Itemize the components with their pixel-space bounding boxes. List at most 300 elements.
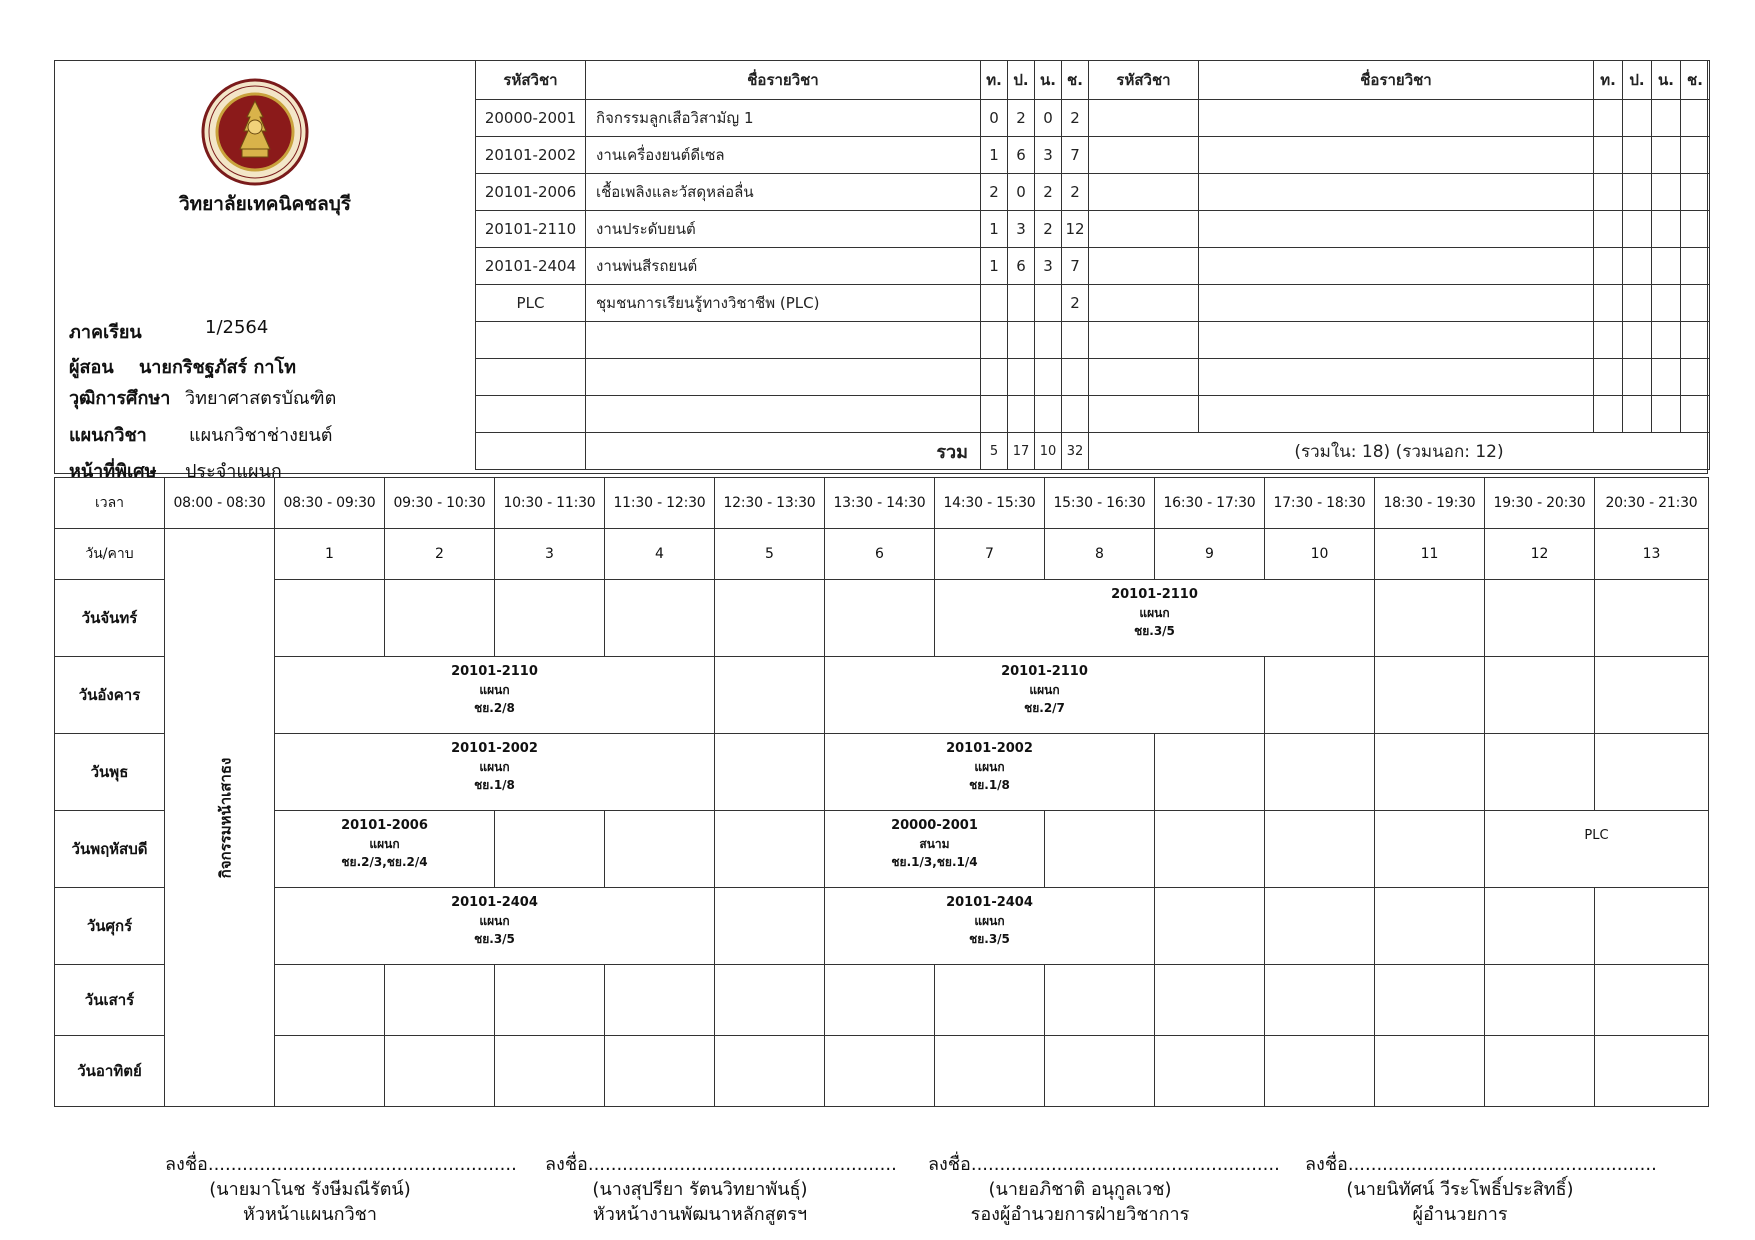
empty-cell: [935, 965, 1045, 1036]
empty-cell: [275, 580, 385, 657]
day-name: วันพฤหัสบดี: [55, 811, 165, 888]
empty-cell: [1623, 396, 1652, 433]
time-slot: 08:30 - 09:30: [275, 478, 385, 529]
class-room: แผนก: [1139, 606, 1170, 620]
empty-cell: [1089, 211, 1199, 248]
table-row: [476, 359, 1710, 396]
header-practice: ป.: [1008, 61, 1035, 100]
time-slot: 08:00 - 08:30: [165, 478, 275, 529]
empty-cell: [1485, 965, 1595, 1036]
empty-cell: [935, 1036, 1045, 1107]
empty-cell: [1008, 396, 1035, 433]
empty-cell: [1594, 100, 1623, 137]
period-number: 3: [495, 529, 605, 580]
period-number: 8: [1045, 529, 1155, 580]
hours-summary: (รวมใน: 18) (รวมนอก: 12): [1089, 433, 1710, 470]
empty-cell: [1652, 322, 1681, 359]
class-block[interactable]: [275, 734, 715, 811]
subject-credit: 2: [1035, 211, 1062, 248]
empty-cell: [1375, 657, 1485, 734]
department-label: แผนกวิชา: [69, 425, 147, 446]
empty-cell: [1045, 811, 1155, 888]
empty-cell: [1623, 211, 1652, 248]
class-code: PLC: [1584, 828, 1609, 843]
class-code: 20101-2002: [451, 741, 538, 756]
totals-row: [476, 433, 1710, 470]
day-row-thursday: [55, 811, 1709, 888]
empty-cell: [1623, 174, 1652, 211]
table-row: [476, 396, 1710, 433]
empty-cell: [1199, 285, 1594, 322]
empty-cell: [715, 734, 825, 811]
day-row-wednesday: [55, 734, 1709, 811]
class-block[interactable]: [825, 888, 1155, 965]
empty-cell: [1199, 248, 1594, 285]
empty-cell: [1155, 734, 1265, 811]
empty-cell: [1375, 1036, 1485, 1107]
class-room: แผนก: [479, 914, 510, 928]
table-row: [476, 100, 1710, 137]
subject-credit: 0: [1035, 100, 1062, 137]
subject-name: กิจกรรมลูกเสือวิสามัญ 1: [586, 100, 981, 137]
table-row: [476, 248, 1710, 285]
signer-name: (นายนิทัศน์ วีระโพธิ์ประสิทธิ์): [1346, 1179, 1574, 1200]
empty-cell: [1623, 100, 1652, 137]
class-block-text: [825, 740, 1154, 794]
class-group: ชย.3/5: [1134, 624, 1175, 638]
empty-cell: [1089, 248, 1199, 285]
period-number: 7: [935, 529, 1045, 580]
department-value: แผนกวิชาช่างยนต์: [189, 425, 333, 446]
table-row: [476, 322, 1710, 359]
empty-cell: [981, 359, 1008, 396]
empty-cell: [1681, 248, 1710, 285]
empty-cell: [1155, 1036, 1265, 1107]
empty-cell: [1062, 396, 1089, 433]
empty-cell: [1062, 359, 1089, 396]
empty-cell: [1199, 211, 1594, 248]
duty-label: หน้าที่พิเศษ: [69, 461, 157, 482]
empty-cell: [1595, 888, 1709, 965]
signature-block: [890, 1152, 1280, 1227]
subject-theory: 0: [981, 100, 1008, 137]
class-group: ชย.1/3,ชย.1/4: [891, 855, 978, 869]
class-code: 20101-2404: [946, 895, 1033, 910]
header-block: [54, 60, 1708, 482]
empty-cell: [1485, 1036, 1595, 1107]
day-name: วันพุธ: [55, 734, 165, 811]
class-block-text: [275, 894, 714, 948]
empty-cell: [1265, 734, 1375, 811]
day-row-sunday: [55, 1036, 1709, 1107]
empty-cell: [1594, 396, 1623, 433]
subject-hours: 2: [1062, 285, 1089, 322]
empty-cell: [1008, 359, 1035, 396]
empty-cell: [586, 322, 981, 359]
empty-cell: [1265, 811, 1375, 888]
class-block-text: [935, 586, 1374, 640]
class-code: 20101-2110: [1111, 587, 1198, 602]
empty-cell: [981, 396, 1008, 433]
empty-cell: [1623, 248, 1652, 285]
empty-cell: [605, 965, 715, 1036]
empty-cell: [605, 580, 715, 657]
period-number: 1: [275, 529, 385, 580]
subject-credit: 3: [1035, 137, 1062, 174]
empty-cell: [1681, 396, 1710, 433]
subject-hours: 7: [1062, 137, 1089, 174]
time-slot: 17:30 - 18:30: [1265, 478, 1375, 529]
time-slot: 11:30 - 12:30: [605, 478, 715, 529]
signature-line: ลงชื่อ......................................................: [165, 1154, 517, 1175]
empty-cell: [1035, 396, 1062, 433]
subject-practice: 6: [1008, 137, 1035, 174]
subject-hours: 2: [1062, 100, 1089, 137]
class-block[interactable]: [1485, 811, 1709, 888]
empty-cell: [1375, 965, 1485, 1036]
empty-cell: [1681, 174, 1710, 211]
empty-cell: [1008, 322, 1035, 359]
teacher-name: นายกริชฐภัสร์ กาโท: [139, 357, 296, 378]
empty-cell: [1199, 322, 1594, 359]
subject-code: 20101-2002: [476, 137, 586, 174]
empty-cell: [1652, 359, 1681, 396]
class-room: แผนก: [974, 914, 1005, 928]
empty-cell: [715, 1036, 825, 1107]
subject-practice: 0: [1008, 174, 1035, 211]
empty-cell: [1623, 322, 1652, 359]
class-group: ชย.1/8: [969, 778, 1010, 792]
empty-cell: [1595, 965, 1709, 1036]
total-theory: 5: [981, 433, 1008, 470]
header-theory-2: ท.: [1594, 61, 1623, 100]
signature-block: [510, 1152, 897, 1227]
class-block-text: [825, 894, 1154, 948]
empty-cell: [605, 811, 715, 888]
period-number: 10: [1265, 529, 1375, 580]
class-room: แผนก: [1029, 683, 1060, 697]
empty-cell: [495, 811, 605, 888]
class-block[interactable]: [275, 888, 715, 965]
subject-code: 20101-2404: [476, 248, 586, 285]
period-number: 13: [1595, 529, 1709, 580]
empty-cell: [1594, 137, 1623, 174]
empty-cell: [605, 1036, 715, 1107]
empty-cell: [1199, 359, 1594, 396]
empty-cell: [1594, 211, 1623, 248]
subject-practice: 2: [1008, 100, 1035, 137]
class-block[interactable]: [935, 580, 1375, 657]
empty-cell: [1155, 965, 1265, 1036]
homeroom-activity-label: กิจกรรมหน้าเสาธง: [216, 757, 235, 878]
empty-cell: [1375, 580, 1485, 657]
empty-cell: [1045, 1036, 1155, 1107]
period-number: 12: [1485, 529, 1595, 580]
period-row: [55, 529, 1709, 580]
empty-cell: [1681, 359, 1710, 396]
day-row-friday: [55, 888, 1709, 965]
period-number: 11: [1375, 529, 1485, 580]
class-block[interactable]: [275, 657, 715, 734]
header-theory: ท.: [981, 61, 1008, 100]
period-label: วัน/คาบ: [55, 529, 165, 580]
empty-cell: [1265, 657, 1375, 734]
class-block[interactable]: [825, 657, 1265, 734]
subject-theory: 1: [981, 137, 1008, 174]
subject-practice: 3: [1008, 211, 1035, 248]
period-number: 6: [825, 529, 935, 580]
teacher-info-panel: [55, 61, 475, 482]
empty-cell: [1155, 888, 1265, 965]
empty-cell: [1594, 248, 1623, 285]
subject-credit: 3: [1035, 248, 1062, 285]
empty-cell: [1089, 100, 1199, 137]
day-name: วันเสาร์: [55, 965, 165, 1036]
empty-cell: [1155, 811, 1265, 888]
time-slot: 13:30 - 14:30: [825, 478, 935, 529]
empty-cell: [1623, 285, 1652, 322]
class-code: 20101-2404: [451, 895, 538, 910]
class-room: แผนก: [479, 683, 510, 697]
empty-cell: [825, 965, 935, 1036]
subjects-table: [475, 60, 1710, 470]
total-label: รวม: [586, 433, 981, 470]
class-group: ชย.2/8: [474, 701, 515, 715]
signature-line: ลงชื่อ......................................................: [1305, 1154, 1657, 1175]
empty-cell: [1595, 657, 1709, 734]
signer-name: (นางสุปรียา รัตนวิทยาพันธุ์): [592, 1179, 808, 1200]
subject-theory: 1: [981, 248, 1008, 285]
department-row: [69, 420, 333, 449]
class-code: 20101-2110: [1001, 664, 1088, 679]
class-code: 20101-2110: [451, 664, 538, 679]
subject-practice: [1008, 285, 1035, 322]
class-code: 20101-2002: [946, 741, 1033, 756]
empty-cell: [1652, 285, 1681, 322]
header-code-2: รหัสวิชา: [1089, 61, 1199, 100]
empty-cell: [1595, 734, 1709, 811]
time-slot: 15:30 - 16:30: [1045, 478, 1155, 529]
empty-cell: [476, 322, 586, 359]
class-block[interactable]: [825, 734, 1155, 811]
header-hours-2: ช.: [1681, 61, 1710, 100]
subject-name: เชื้อเพลิงและวัสดุหล่อลื่น: [586, 174, 981, 211]
class-block-text: [825, 663, 1264, 717]
class-group: ชย.2/3,ชย.2/4: [341, 855, 428, 869]
class-block-text: [275, 740, 714, 794]
period-number: 4: [605, 529, 715, 580]
semester-label: ภาคเรียน: [69, 322, 142, 343]
period-number: 9: [1155, 529, 1265, 580]
header-credit-2: น.: [1652, 61, 1681, 100]
empty-cell: [825, 580, 935, 657]
empty-cell: [715, 811, 825, 888]
subject-name: งานพ่นสีรถยนต์: [586, 248, 981, 285]
empty-cell: [1681, 285, 1710, 322]
header-credit: น.: [1035, 61, 1062, 100]
qualification-value: วิทยาศาสตรบัณฑิต: [185, 388, 337, 409]
header-hours: ช.: [1062, 61, 1089, 100]
empty-cell: [1089, 174, 1199, 211]
empty-cell: [1375, 734, 1485, 811]
empty-cell: [1089, 396, 1199, 433]
subject-credit: [1035, 285, 1062, 322]
empty-cell: [1199, 396, 1594, 433]
subject-hours: 7: [1062, 248, 1089, 285]
class-block[interactable]: [275, 811, 495, 888]
empty-cell: [715, 965, 825, 1036]
subject-hours: 2: [1062, 174, 1089, 211]
empty-cell: [1681, 100, 1710, 137]
class-room: สนาม: [919, 837, 950, 851]
table-row: [476, 285, 1710, 322]
empty-cell: [1652, 396, 1681, 433]
empty-cell: [476, 433, 586, 470]
empty-cell: [1485, 580, 1595, 657]
subject-code: PLC: [476, 285, 586, 322]
day-name: วันศุกร์: [55, 888, 165, 965]
class-group: ชย.3/5: [969, 932, 1010, 946]
empty-cell: [385, 1036, 495, 1107]
time-slot: 12:30 - 13:30: [715, 478, 825, 529]
empty-cell: [1485, 888, 1595, 965]
class-room: แผนก: [369, 837, 400, 851]
empty-cell: [385, 965, 495, 1036]
empty-cell: [275, 965, 385, 1036]
homeroom-activity-cell: [165, 529, 275, 1107]
empty-cell: [1594, 359, 1623, 396]
duty-value: ประจำแผนก: [185, 461, 282, 482]
empty-cell: [825, 1036, 935, 1107]
empty-cell: [1375, 811, 1485, 888]
empty-cell: [1089, 322, 1199, 359]
empty-cell: [476, 396, 586, 433]
empty-cell: [1595, 1036, 1709, 1107]
signer-position: ผู้อำนวยการ: [1412, 1204, 1508, 1225]
subject-credit: 2: [1035, 174, 1062, 211]
total-practice: 17: [1008, 433, 1035, 470]
empty-cell: [1652, 174, 1681, 211]
total-credit: 10: [1035, 433, 1062, 470]
teacher-label: ผู้สอน: [69, 357, 114, 378]
empty-cell: [1035, 322, 1062, 359]
empty-cell: [1089, 137, 1199, 174]
college-emblem-logo: [200, 77, 310, 187]
class-code: 20000-2001: [891, 818, 978, 833]
qualification-label: วุฒิการศึกษา: [69, 388, 171, 409]
college-name: วิทยาลัยเทคนิคชลบุรี: [178, 193, 351, 215]
empty-cell: [1594, 174, 1623, 211]
subject-theory: 2: [981, 174, 1008, 211]
class-code: 20101-2006: [341, 818, 428, 833]
time-slot: 20:30 - 21:30: [1595, 478, 1709, 529]
empty-cell: [1485, 734, 1595, 811]
semester-value: 1/2564: [205, 317, 269, 338]
subject-theory: [981, 285, 1008, 322]
signer-position: หัวหน้าแผนกวิชา: [242, 1204, 378, 1225]
time-slot: 14:30 - 15:30: [935, 478, 1045, 529]
empty-cell: [715, 657, 825, 734]
subject-theory: 1: [981, 211, 1008, 248]
table-row: [476, 174, 1710, 211]
empty-cell: [1265, 888, 1375, 965]
empty-cell: [1199, 174, 1594, 211]
empty-cell: [1375, 888, 1485, 965]
empty-cell: [1035, 359, 1062, 396]
subject-practice: 6: [1008, 248, 1035, 285]
class-block-text: [825, 817, 1044, 871]
subject-code: 20101-2006: [476, 174, 586, 211]
time-slot: 19:30 - 20:30: [1485, 478, 1595, 529]
class-block[interactable]: [825, 811, 1045, 888]
empty-cell: [1652, 211, 1681, 248]
empty-cell: [1681, 322, 1710, 359]
signer-position: หัวหน้างานพัฒนาหลักสูตรฯ: [592, 1204, 808, 1225]
time-slot: 16:30 - 17:30: [1155, 478, 1265, 529]
period-number: 5: [715, 529, 825, 580]
header-code: รหัสวิชา: [476, 61, 586, 100]
signer-name: (นายอภิชาติ อนุกูลเวช): [988, 1179, 1172, 1200]
empty-cell: [275, 1036, 385, 1107]
empty-cell: [1652, 248, 1681, 285]
empty-cell: [981, 322, 1008, 359]
empty-cell: [1681, 137, 1710, 174]
empty-cell: [1623, 359, 1652, 396]
day-row-tuesday: [55, 657, 1709, 734]
time-slot: 09:30 - 10:30: [385, 478, 495, 529]
qualification-row: [69, 383, 337, 412]
subject-hours: 12: [1062, 211, 1089, 248]
class-room: แผนก: [479, 760, 510, 774]
signer-position: รองผู้อำนวยการฝ่ายวิชาการ: [970, 1204, 1190, 1225]
time-label: เวลา: [55, 478, 165, 529]
empty-cell: [495, 1036, 605, 1107]
teacher-row: [69, 352, 296, 381]
empty-cell: [385, 580, 495, 657]
empty-cell: [586, 396, 981, 433]
subject-name: งานเครื่องยนต์ดีเซล: [586, 137, 981, 174]
weekly-timetable: [54, 477, 1709, 1107]
empty-cell: [495, 580, 605, 657]
empty-cell: [586, 359, 981, 396]
day-row-saturday: [55, 965, 1709, 1036]
semester-row: [69, 317, 269, 346]
empty-cell: [1594, 322, 1623, 359]
header-practice-2: ป.: [1623, 61, 1652, 100]
empty-cell: [1199, 100, 1594, 137]
time-row: [55, 478, 1709, 529]
empty-cell: [1045, 965, 1155, 1036]
signature-block: [1270, 1152, 1657, 1227]
subject-name: ชุมชนการเรียนรู้ทางวิชาชีพ (PLC): [586, 285, 981, 322]
table-row: [476, 211, 1710, 248]
empty-cell: [495, 965, 605, 1036]
empty-cell: [1199, 137, 1594, 174]
empty-cell: [1595, 580, 1709, 657]
subject-code: 20000-2001: [476, 100, 586, 137]
class-group: ชย.2/7: [1024, 701, 1065, 715]
empty-cell: [1594, 285, 1623, 322]
empty-cell: [1652, 100, 1681, 137]
empty-cell: [1265, 965, 1375, 1036]
empty-cell: [1485, 657, 1595, 734]
class-group: ชย.3/5: [474, 932, 515, 946]
header-name-2: ชื่อรายวิชา: [1199, 61, 1594, 100]
signature-block: [120, 1152, 517, 1227]
period-number: 2: [385, 529, 495, 580]
class-block-text: [275, 817, 494, 871]
empty-cell: [476, 359, 586, 396]
